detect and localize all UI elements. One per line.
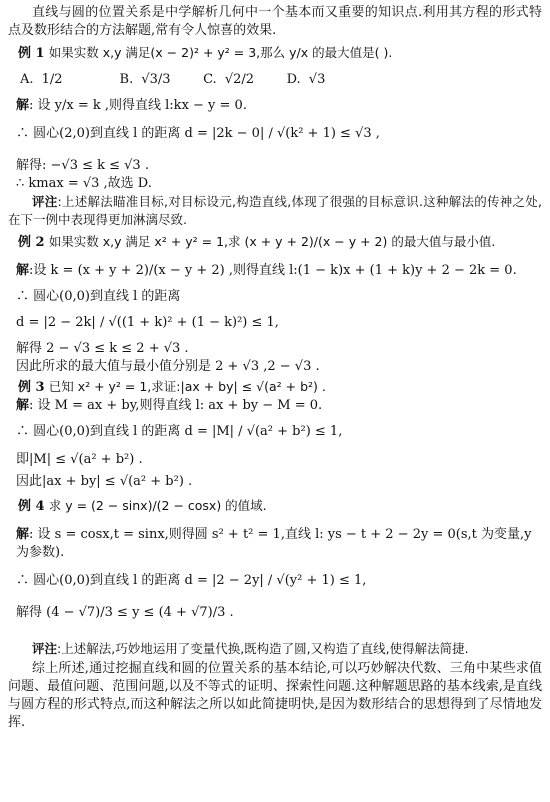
example-2-solution-4: 解得 2 − √3 ≤ k ≤ 2 + √3 . [16, 341, 189, 356]
example-3-solution-3: 即|M| ≤ √(a² + b²) . [16, 452, 143, 467]
example-1-question-line [8, 44, 542, 63]
remark-2 [8, 640, 542, 658]
example-2-solution-1 [16, 262, 542, 280]
example-2-solution-5: 因此所求的最大值与最小值分别是 2 + √3 ,2 − √3 . [16, 359, 320, 374]
example-1-solution-3: 解得: −√3 ≤ k ≤ √3 . [16, 158, 149, 173]
example-3-solution-1 [16, 397, 542, 415]
option-b: B. √3/3 [119, 72, 171, 87]
solution-text: :设 k = (x + y + 2)/(x − y + 2) ,则得直线 l:(1 − k)x + (1 + k)y + 2 − 2k = 0. [29, 263, 517, 278]
remark-1 [8, 193, 542, 229]
example-1-solution-4: ∴ kmax = √3 ,故选 D. [16, 176, 152, 191]
example-4-solution-2: ∴ 圆心(0,0)到直线 l 的距离 d = |2 − 2y| / √(y² + 1) ≤ 1, [16, 573, 367, 588]
remark-label: 评注 [32, 194, 58, 209]
intro-paragraph: 直线与圆的位置关系是中学解析几何中一个基本而又重要的知识点.利用其方程的形式特点及数形结合的方法解题,常有令人惊喜的效果. [8, 5, 542, 38]
option-a: A. 1/2 [20, 72, 63, 87]
example-4-question: 求 y = (2 − sinx)/(2 − cosx) 的值域. [48, 498, 267, 513]
solution-label: 解 [16, 398, 30, 413]
example-4-label: 例 4 [18, 499, 45, 514]
solution-label: 解 [16, 527, 30, 542]
example-4-question-line [8, 497, 542, 516]
example-3-question-line [8, 378, 542, 397]
example-2-solution-2: ∴ 圆心(0,0)到直线 l 的距离 [16, 289, 181, 304]
remark-text: :上述解法,巧妙地运用了变量代换,既构造了圆,又构造了直线,使得解法简捷. [57, 641, 469, 656]
example-3-label: 例 3 [18, 380, 45, 395]
example-1-solution-1 [16, 97, 542, 115]
example-3-solution-4: 因此|ax + by| ≤ √(a² + b²) . [16, 474, 193, 489]
solution-label: 解 [16, 263, 30, 278]
example-1-label: 例 1 [18, 46, 45, 61]
remark-label: 评注 [32, 641, 58, 656]
example-4-solution-1 [16, 526, 542, 562]
example-2-solution-3: d = |2 − 2k| / √((1 + k)² + (1 − k)²) ≤ 1, [16, 315, 279, 330]
example-4-solution-3: 解得 (4 − √7)/3 ≤ y ≤ (4 + √7)/3 . [16, 605, 234, 620]
solution-text: : 设 y/x = k ,则得直线 l:kx − y = 0. [29, 98, 247, 113]
option-d: D. √3 [286, 72, 326, 87]
example-1-question: 如果实数 x,y 满足(x − 2)² + y² = 3,那么 y/x 的最大值是( ). [48, 45, 393, 60]
example-2-question-line [8, 233, 542, 252]
solution-text: : 设 s = cosx,t = sinx,则得圆 s² + t² = 1,直线 l: ys − t + 2 − 2y = 0(s,t 为变量,y 为参数). [16, 527, 532, 560]
example-3-solution-2: ∴ 圆心(0,0)到直线 l 的距离 d = |M| / √(a² + b²) ≤ 1, [16, 424, 343, 439]
example-1-solution-2: ∴ 圆心(2,0)到直线 l 的距离 d = |2k − 0| / √(k² + 1) ≤ √3 , [16, 126, 380, 141]
remark-text: :上述解法瞄准目标,对目标设元,构造直线,体现了很强的目标意识.这种解法的传神之处,在下一例中表现得更加淋漓尽致. [8, 194, 542, 227]
example-3-question: 已知 x² + y² = 1,求证:|ax + by| ≤ √(a² + b²) . [48, 379, 326, 394]
example-1-options [20, 71, 542, 89]
option-c: C. √2/2 [203, 72, 255, 87]
conclusion-paragraph: 综上所述,通过挖掘直线和圆的位置关系的基本结论,可以巧妙解决代数、三角中某些求值问题、最值问题、范围问题,以及不等式的证明、探索性问题.这种解题思路的基本线索,是直线与圆方程的形式特点,而这种解法之所以如此简捷明快,是因为数形结合的思想得到了尽情地发挥. [8, 661, 542, 730]
solution-text: : 设 M = ax + by,则得直线 l: ax + by − M = 0. [29, 398, 323, 413]
example-2-label: 例 2 [18, 235, 45, 250]
solution-label: 解 [16, 98, 30, 113]
example-2-question: 如果实数 x,y 满足 x² + y² = 1,求 (x + y + 2)/(x − y + 2) 的最大值与最小值. [48, 234, 496, 249]
